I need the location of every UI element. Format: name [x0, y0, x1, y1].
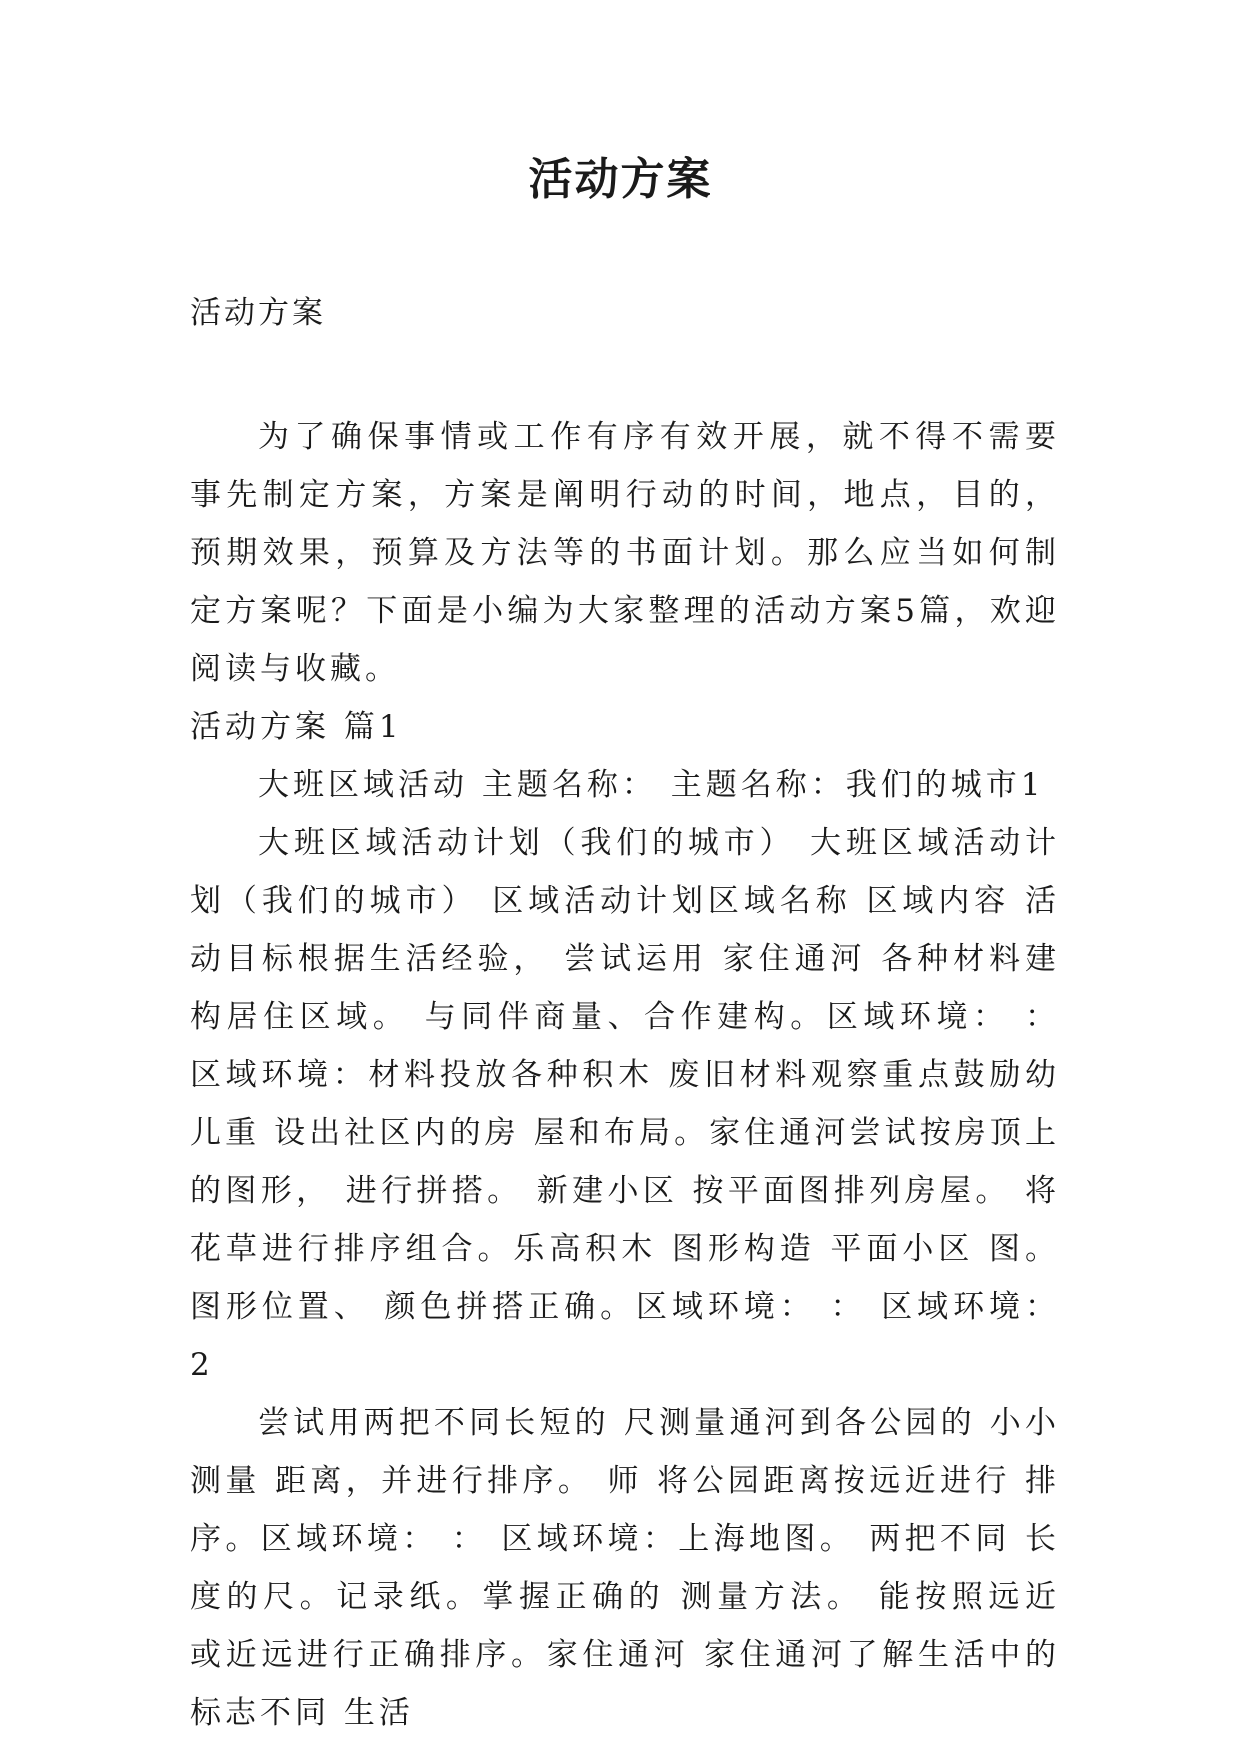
- document-subtitle: 活动方案: [190, 295, 326, 331]
- body-paragraph: 尝试用两把不同长短的 尺测量通河到各公园的 小小测量 距离，并进行排序。 师 将公园距离按远近进行 排序。区域环境： ： 区域环境：上海地图。 两把不同 长度的尺。记录纸。掌握正确的 测量方法。 能按照远近 或近远进行正确排序。家住通河 家住通河了解生活中的标志不同 生活: [190, 1405, 1060, 1731]
- body-paragraph: 大班区域活动 主题名称： 主题名称：我们的城市1: [258, 767, 1045, 803]
- intro-paragraph: 为了确保事情或工作有序有效开展，就不得不需要事先制定方案，方案是阐明行动的时间，地点，目的，预期效果，预算及方法等的书面计划。那么应当如何制定方案呢？下面是小编为大家整理的活动方案5篇，欢迎阅读与收藏。: [190, 419, 1060, 687]
- section-heading: 活动方案 篇1: [190, 709, 403, 745]
- body-paragraph: 大班区域活动计划（我们的城市） 大班区域活动计划（我们的城市） 区域活动计划区域名称 区域内容 活动目标根据生活经验， 尝试运用 家住通河 各种材料建构居住区域。 与同伴商量、合作建构。区域环境： ： 区域环境：材料投放各种积木 废旧材料观察重点鼓励幼儿重 设出社区内的房 屋和布局。家住通河尝试按房顶上的图形， 进行拼搭。 新建小区 按平面图排列房屋。 将花草进行排序组合。乐高积木 图形构造 平面小区 图。图形位置、 颜色拼搭正确。区域环境： ： 区域环境：2: [190, 825, 1060, 1383]
- document-body: [190, 408, 1060, 1742]
- document-title: 活动方案: [528, 154, 713, 205]
